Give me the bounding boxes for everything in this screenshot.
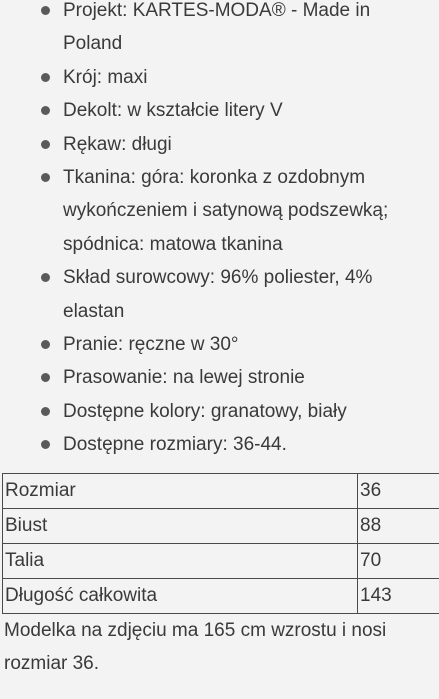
detail-item-pranie [0, 328, 439, 361]
detail-text: Rękaw: długi [63, 133, 172, 155]
detail-text: Krój: maxi [63, 66, 148, 88]
bullet-icon [41, 173, 50, 182]
table-cell-value: 70 [358, 544, 439, 579]
detail-text: Prasowanie: na lewej stronie [63, 367, 305, 389]
detail-item-prasowanie [0, 361, 439, 394]
table-row [3, 579, 439, 614]
detail-text: Projekt: KARTES-MODA® - Made in Poland [63, 0, 371, 55]
table-cell-value: 88 [358, 509, 439, 544]
table-cell-value: 143 [358, 579, 439, 614]
detail-item-kolory [0, 395, 439, 428]
bullet-icon [41, 106, 50, 115]
bullet-icon [41, 440, 50, 449]
detail-item-tkanina [0, 161, 439, 261]
detail-text: Dekolt: w kształcie litery V [63, 100, 283, 122]
detail-item-rekaw [0, 128, 439, 161]
table-cell-label: Długość całkowita [3, 579, 358, 614]
bullet-icon [41, 407, 50, 416]
detail-item-sklad [0, 261, 439, 328]
detail-text: Tkanina: góra: koronka z ozdobnym wykończeniem i satynową podszewką; spódnica: matowa tkanina [63, 167, 389, 255]
detail-item-projekt [0, 0, 439, 61]
bullet-icon [41, 73, 50, 82]
size-table [2, 473, 439, 614]
bullet-icon [41, 6, 50, 15]
table-row [3, 544, 439, 579]
detail-text: Pranie: ręczne w 30° [63, 334, 239, 356]
table-cell-label: Biust [3, 509, 358, 544]
bullet-icon [41, 273, 50, 282]
detail-text: Dostępne kolory: granatowy, biały [63, 400, 347, 422]
detail-item-dekolt [0, 94, 439, 127]
table-row [3, 474, 439, 509]
detail-text: Dostępne rozmiary: 36-44. [63, 434, 287, 456]
table-row [3, 509, 439, 544]
table-cell-label: Rozmiar [3, 474, 358, 509]
model-note: Modelka na zdjęciu ma 165 cm wzrostu i nosi rozmiar 36. [4, 620, 387, 674]
bullet-icon [41, 140, 50, 149]
table-cell-label: Talia [3, 544, 358, 579]
bullet-icon [41, 340, 50, 349]
detail-item-kroj [0, 61, 439, 94]
bullet-icon [41, 373, 50, 382]
table-cell-value: 36 [358, 474, 439, 509]
detail-item-rozmiary [0, 428, 439, 461]
detail-text: Skład surowcowy: 96% poliester, 4% elastan [63, 267, 373, 322]
